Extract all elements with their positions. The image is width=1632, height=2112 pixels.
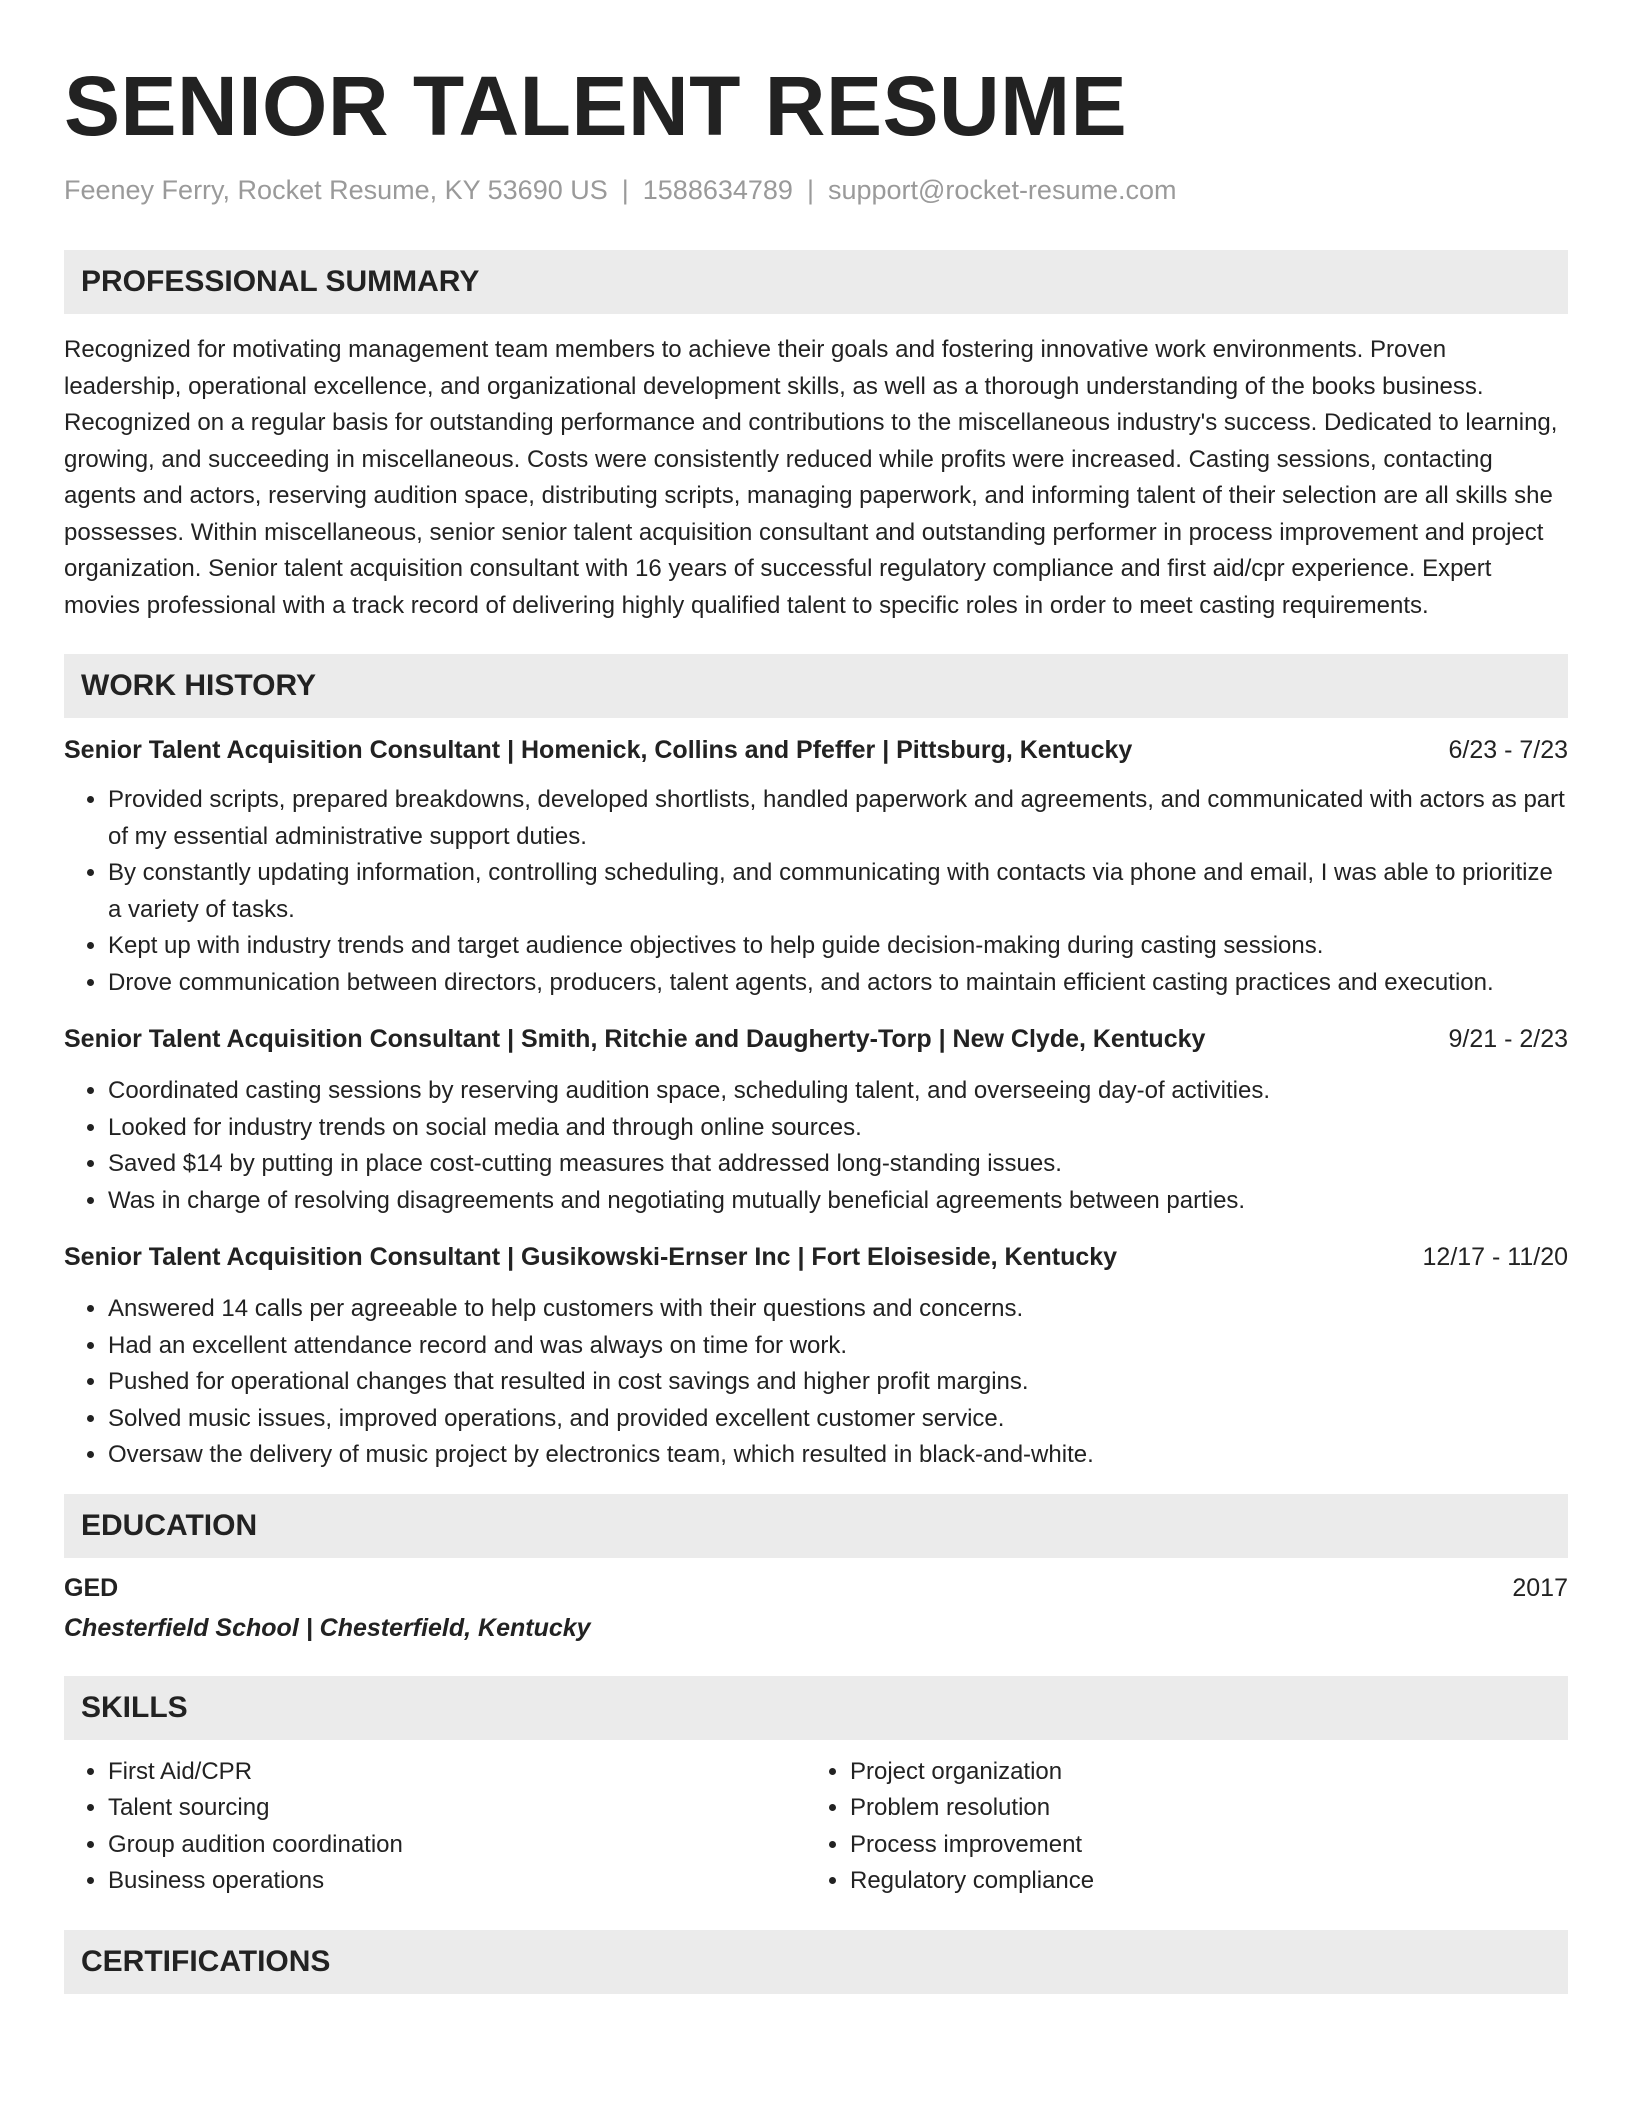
job-bullet: • By constantly updating information, controlling scheduling, and communicating with contacts via phone and email, I was able to prioritize a variety of tasks.: [108, 855, 1568, 928]
job-bullet: • Looked for industry trends on social media and through online sources.: [108, 1110, 1568, 1147]
job-bullet: • Coordinated casting sessions by reserving audition space, scheduling talent, and overseeing day-of activities.: [108, 1073, 1568, 1110]
contact-separator: |: [621, 175, 629, 205]
contact-address: Feeney Ferry, Rocket Resume, KY 53690 US: [64, 175, 608, 205]
job-bullets: [64, 782, 1568, 1001]
job-entry: [64, 1239, 1568, 1474]
job-title: Senior Talent Acquisition Consultant | Gusikowski-Ernser Inc | Fort Eloiseside, Kentucky: [64, 1243, 1118, 1271]
skill-item: • Project organization: [850, 1754, 1612, 1791]
contact-email: support@rocket-resume.com: [827, 175, 1177, 205]
summary-heading: PROFESSIONAL SUMMARY: [64, 250, 1568, 314]
contact-line: [64, 172, 1568, 208]
resume-page: [64, 0, 1568, 1994]
contact-separator: |: [806, 175, 814, 205]
job-title: Senior Talent Acquisition Consultant | Smith, Ritchie and Daugherty-Torp | New Clyde, Kentucky: [64, 1025, 1206, 1053]
education-heading: EDUCATION: [64, 1494, 1568, 1558]
job-title: Senior Talent Acquisition Consultant | Homenick, Collins and Pfeffer | Pittsburg, Kentucky: [64, 736, 1133, 764]
job-bullet: • Pushed for operational changes that resulted in cost savings and higher profit margins.: [108, 1364, 1568, 1401]
skill-item: • Talent sourcing: [108, 1790, 806, 1827]
contact-phone: 1588634789: [642, 175, 793, 205]
education-school: Chesterfield School | Chesterfield, Kentucky: [64, 1613, 591, 1642]
job-bullet: • Solved music issues, improved operations, and provided excellent customer service.: [108, 1401, 1568, 1438]
job-dates: 6/23 - 7/23: [1448, 736, 1568, 764]
job-dates: 9/21 - 2/23: [1448, 1025, 1568, 1053]
job-bullet: • Had an excellent attendance record and was always on time for work.: [108, 1328, 1568, 1365]
job-bullets: [64, 1073, 1568, 1219]
skill-item: • First Aid/CPR: [108, 1754, 806, 1791]
education-header: [64, 1570, 1568, 1606]
job-entry: [64, 1021, 1568, 1219]
job-header: [64, 732, 1568, 768]
education-year: 2017: [1512, 1573, 1568, 1602]
skills-grid: [64, 1754, 1568, 1900]
summary-text: Recognized for motivating management team members to achieve their goals and fostering innovative work environments. Proven leadership, operational excellence, and organizational development skills, as well as a thorough understanding of the books business. Recognized on a regular basis for outstanding performance and contributions to the miscellaneous industry's success. Dedicated to learning, growing, and succeeding in miscellaneous. Costs were consistently reduced while profits were increased. Casting sessions, contacting agents and actors, reserving audition space, distributing scripts, managing paperwork, and informing talent of their selection are all skills she possesses. Within miscellaneous, senior senior talent acquisition consultant and outstanding performer in process improvement and project organization. Senior talent acquisition consultant with 16 years of successful regulatory compliance and first aid/cpr experience. Expert movies professional with a track record of delivering highly qualified talent to specific roles in order to meet casting requirements.: [64, 336, 1558, 619]
skill-item: • Regulatory compliance: [850, 1863, 1612, 1900]
skill-item: • Group audition coordination: [108, 1827, 806, 1864]
skills-column-right: [806, 1754, 1612, 1900]
job-header: [64, 1239, 1568, 1275]
resume-title: SENIOR TALENT RESUME: [64, 59, 1128, 153]
skill-item: • Problem resolution: [850, 1790, 1612, 1827]
job-bullet: • Kept up with industry trends and target audience objectives to help guide decision-making during casting sessions.: [108, 928, 1568, 965]
job-bullet: • Drove communication between directors, producers, talent agents, and actors to maintain efficient casting practices and execution.: [108, 965, 1568, 1002]
education-degree: GED: [64, 1573, 119, 1602]
job-bullet: • Answered 14 calls per agreeable to help customers with their questions and concerns.: [108, 1291, 1568, 1328]
job-bullet: • Saved $14 by putting in place cost-cutting measures that addressed long-standing issues.: [108, 1146, 1568, 1183]
skills-column-left: [64, 1754, 806, 1900]
skill-item: • Business operations: [108, 1863, 806, 1900]
job-bullet: • Was in charge of resolving disagreements and negotiating mutually beneficial agreements between parties.: [108, 1183, 1568, 1220]
skill-item: • Process improvement: [850, 1827, 1612, 1864]
job-header: [64, 1021, 1568, 1057]
job-entry: [64, 732, 1568, 1001]
job-bullet: • Oversaw the delivery of music project by electronics team, which resulted in black-and-white.: [108, 1437, 1568, 1474]
education-entry: [64, 1570, 1568, 1646]
job-bullet: • Provided scripts, prepared breakdowns, developed shortlists, handled paperwork and agreements, and communicated with actors as part of my essential administrative support duties.: [108, 782, 1568, 855]
job-bullets: [64, 1291, 1568, 1474]
work-history-heading: WORK HISTORY: [64, 654, 1568, 718]
skills-heading: SKILLS: [64, 1676, 1568, 1740]
job-dates: 12/17 - 11/20: [1422, 1243, 1568, 1271]
certifications-heading: CERTIFICATIONS: [64, 1930, 1568, 1994]
